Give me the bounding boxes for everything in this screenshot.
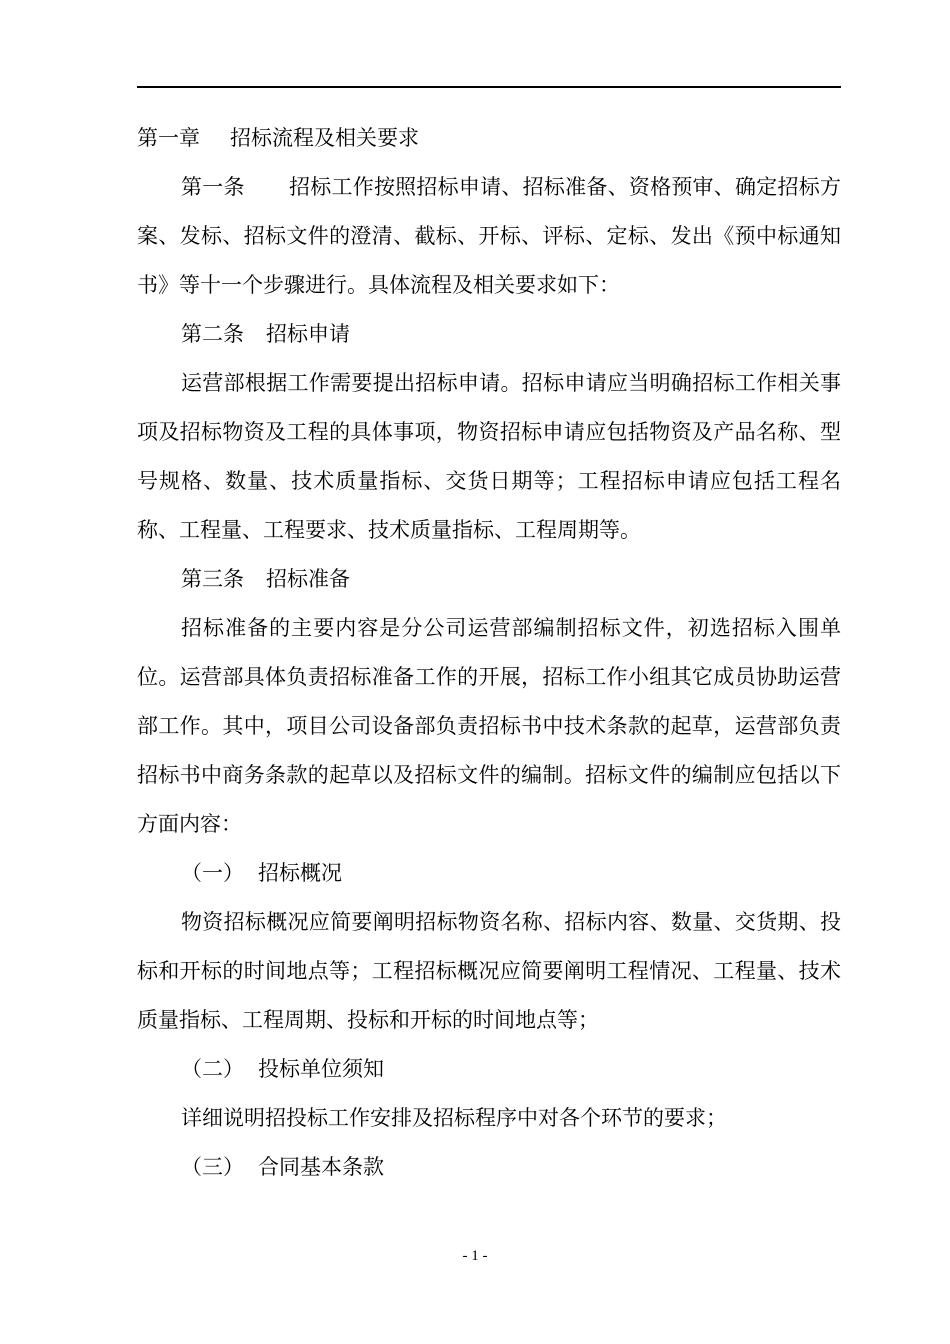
section-1-title: 招标概况 <box>258 861 342 885</box>
section-2-number: （二） <box>181 1057 244 1081</box>
section-2-text: 详细说明招投标工作安排及招标程序中对各个环节的要求； <box>181 1106 727 1130</box>
chapter-title: 招标流程及相关要求 <box>230 126 419 150</box>
article-3-text: 招标准备的主要内容是分公司运营部编制招标文件，初选招标入围单位。运营部具体负责招标准备工作的开展，招标工作小组其它成员协助运营部工作。其中，项目公司设备部负责招标书中技术条款的起草，运营部负责招标书中商务条款的起草以及招标文件的编制。招标文件的编制应包括以下方面内容： <box>137 616 841 836</box>
article-2-title: 招标申请 <box>266 322 350 346</box>
article-2-text: 运营部根据工作需要提出招标申请。招标申请应当明确招标工作相关事项及招标物资及工程的具体事项，物资招标申请应包括物资及产品名称、型号规格、数量、技术质量指标、交货日期等；工程招标申请应包括工程名称、工程量、工程要求、技术质量指标、工程周期等。 <box>137 371 841 542</box>
section-2-heading <box>137 1045 841 1094</box>
section-1-number: （一） <box>181 861 244 885</box>
article-2-heading <box>137 310 841 359</box>
section-3-title: 合同基本条款 <box>258 1155 384 1179</box>
chapter-number: 第一章 <box>137 126 200 150</box>
page-number: - 1 - <box>462 1248 488 1264</box>
article-1 <box>137 163 841 310</box>
section-1-heading <box>137 849 841 898</box>
header-rule <box>137 86 841 88</box>
section-2-title: 投标单位须知 <box>258 1057 384 1081</box>
chapter-heading <box>137 114 841 163</box>
article-1-text: 招标工作按照招标申请、招标准备、资格预审、确定招标方案、发标、招标文件的澄清、截标、开标、评标、定标、发出《预中标通知书》等十一个步骤进行。具体流程及相关要求如下： <box>137 175 842 297</box>
article-3-number: 第三条 <box>181 567 244 591</box>
article-1-number: 第一条 <box>181 175 245 199</box>
article-2-number: 第二条 <box>181 322 244 346</box>
article-3-heading <box>137 555 841 604</box>
section-1-text: 物资招标概况应简要阐明招标物资名称、招标内容、数量、交货期、投标和开标的时间地点等；工程招标概况应简要阐明工程情况、工程量、技术质量指标、工程周期、投标和开标的时间地点等； <box>137 910 841 1032</box>
document-body <box>137 114 841 1192</box>
section-3-number: （三） <box>181 1155 244 1179</box>
article-3-title: 招标准备 <box>266 567 350 591</box>
section-3-heading <box>137 1143 841 1192</box>
